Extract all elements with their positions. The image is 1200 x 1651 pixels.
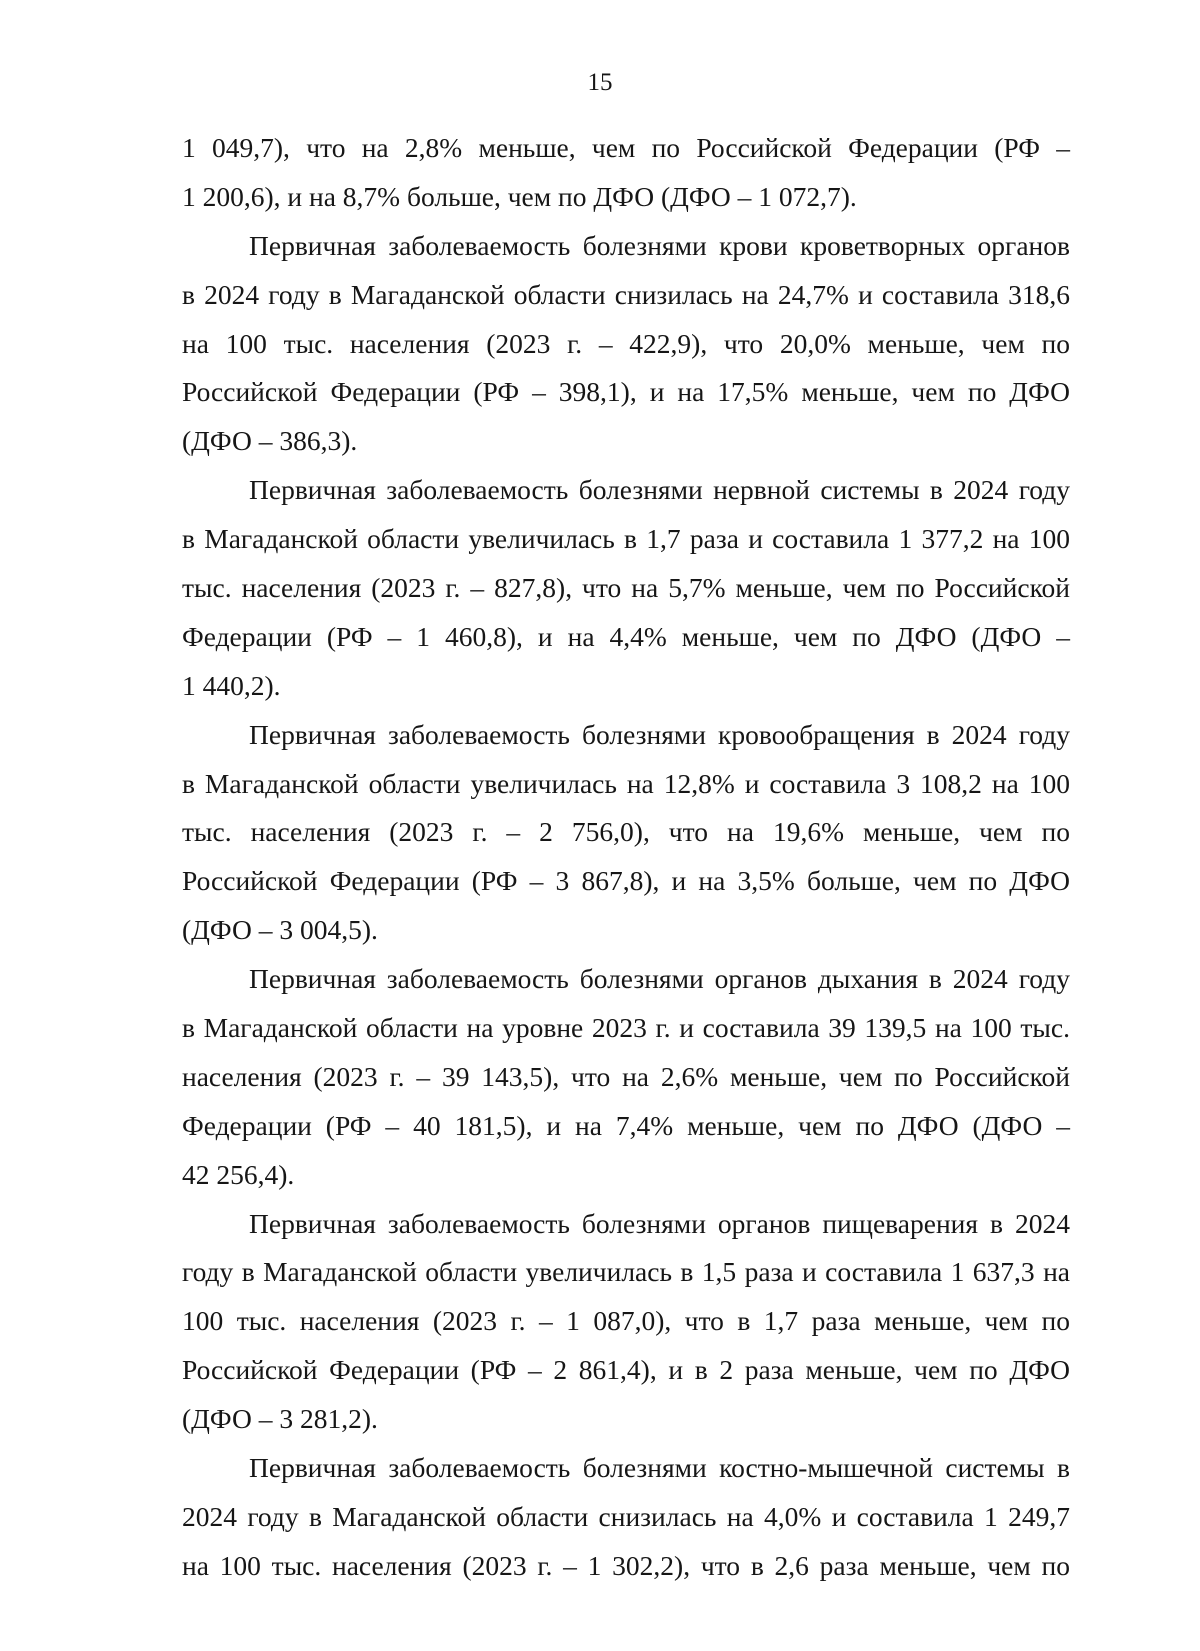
paragraph-respiratory-system — [182, 955, 1070, 1199]
text-line: Первичная заболеваемость болезнями костно-мышечной системы в — [249, 1452, 1070, 1484]
text-line: в Магаданской области на уровне 2023 г. и составила 39 139,5 на 100 тыс. — [182, 1012, 1070, 1044]
paragraph-digestive-system — [182, 1200, 1070, 1444]
text-line: 1 200,6), и на 8,7% больше, чем по ДФО (ДФО – 1 072,7). — [182, 180, 857, 212]
text-line: тыс. населения (2023 г. – 827,8), что на 5,7% меньше, чем по Российской — [182, 572, 1070, 604]
text-line: Российской Федерации (РФ – 3 867,8), и на 3,5% больше, чем по ДФО — [182, 865, 1070, 897]
paragraph-musculoskeletal-system — [182, 1444, 1070, 1591]
text-line: в Магаданской области увеличилась на 12,8% и составила 3 108,2 на 100 — [182, 767, 1070, 799]
text-line: Федерации (РФ – 1 460,8), и на 4,4% меньше, чем по ДФО (ДФО – — [182, 620, 1070, 652]
text-line: Российской Федерации (РФ – 398,1), и на 17,5% меньше, чем по ДФО — [182, 376, 1070, 408]
text-line: (ДФО – 3 281,2). — [182, 1403, 378, 1435]
text-line: Первичная заболеваемость болезнями органов пищеварения в 2024 — [249, 1207, 1070, 1239]
text-line: Первичная заболеваемость болезнями органов дыхания в 2024 году — [249, 963, 1070, 995]
text-line: в Магаданской области увеличилась в 1,7 раза и составила 1 377,2 на 100 — [182, 523, 1070, 555]
text-line: 42 256,4). — [182, 1158, 295, 1190]
text-line: (ДФО – 3 004,5). — [182, 914, 378, 946]
text-line: году в Магаданской области увеличилась в 1,5 раза и составила 1 637,3 на — [182, 1256, 1070, 1288]
text-line: 2024 году в Магаданской области снизилась на 4,0% и составила 1 249,7 — [182, 1500, 1070, 1532]
paragraph-nervous-system — [182, 466, 1070, 710]
text-line: Первичная заболеваемость болезнями кровообращения в 2024 году — [249, 718, 1070, 750]
text-line: населения (2023 г. – 39 143,5), что на 2,6% меньше, чем по Российской — [182, 1060, 1070, 1092]
text-line: тыс. населения (2023 г. – 2 756,0), что на 19,6% меньше, чем по — [182, 816, 1070, 848]
text-line: в 2024 году в Магаданской области снизилась на 24,7% и составила 318,6 — [182, 278, 1070, 310]
text-line: Первичная заболеваемость болезнями крови кроветворных органов — [249, 229, 1070, 261]
document-body — [182, 124, 1070, 1591]
page-number: 15 — [587, 69, 613, 96]
text-line: на 100 тыс. населения (2023 г. – 422,9), что 20,0% меньше, чем по — [182, 327, 1070, 359]
text-line: 1 440,2). — [182, 669, 281, 701]
paragraph-continuation — [182, 124, 1070, 222]
paragraph-blood-diseases — [182, 222, 1070, 466]
paragraph-circulatory-system — [182, 711, 1070, 955]
text-line: Первичная заболеваемость болезнями нервной системы в 2024 году — [249, 474, 1070, 506]
text-line: (ДФО – 386,3). — [182, 425, 358, 457]
text-line: 100 тыс. населения (2023 г. – 1 087,0), что в 1,7 раза меньше, чем по — [182, 1305, 1070, 1337]
text-line: Российской Федерации (РФ – 2 861,4), и в 2 раза меньше, чем по ДФО — [182, 1354, 1070, 1386]
text-line: на 100 тыс. населения (2023 г. – 1 302,2), что в 2,6 раза меньше, чем по — [182, 1549, 1070, 1581]
text-line: Федерации (РФ – 40 181,5), и на 7,4% меньше, чем по ДФО (ДФО – — [182, 1109, 1070, 1141]
text-line: 1 049,7), что на 2,8% меньше, чем по Российской Федерации (РФ – — [182, 132, 1070, 163]
